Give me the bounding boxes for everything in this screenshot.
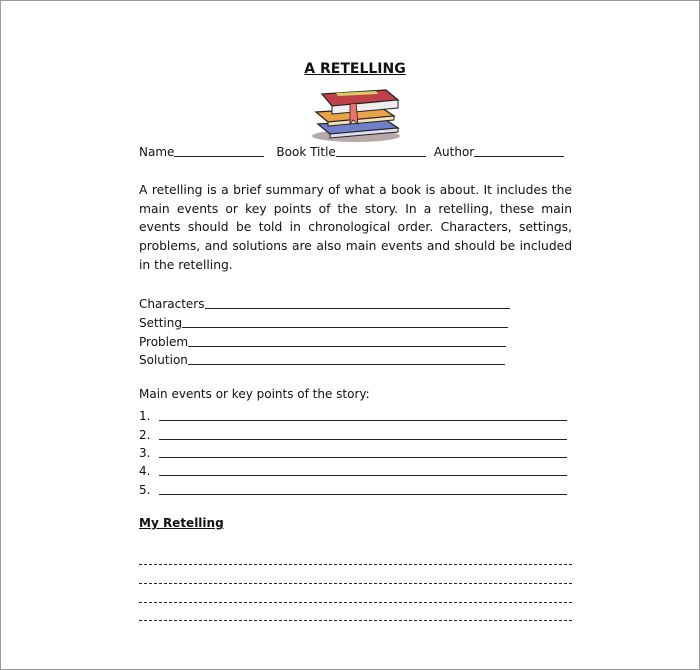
- event-field[interactable]: [159, 456, 567, 458]
- name-label: Name: [139, 145, 175, 159]
- author-label: Author: [433, 145, 475, 159]
- event-field[interactable]: [159, 419, 567, 421]
- characters-row: [139, 293, 510, 311]
- characters-label: Characters: [139, 297, 205, 311]
- header-fields: [139, 145, 564, 159]
- setting-field[interactable]: [182, 326, 508, 328]
- retelling-heading: My Retelling: [139, 516, 224, 530]
- event-number: 3.: [139, 446, 151, 460]
- problem-row: [139, 331, 506, 349]
- book-title-field[interactable]: [336, 155, 426, 157]
- book-title-label: Book Title: [276, 145, 336, 159]
- event-number: 5.: [139, 483, 151, 497]
- retelling-line[interactable]: [139, 564, 572, 565]
- page-title: A RETELLING: [304, 61, 406, 77]
- event-field[interactable]: [159, 493, 567, 495]
- events-heading: Main events or key points of the story:: [139, 387, 370, 401]
- event-number: 2.: [139, 428, 151, 442]
- name-field[interactable]: [174, 155, 264, 157]
- setting-label: Setting: [139, 316, 182, 330]
- intro-paragraph: A retelling is a brief summary of what a book is about. It includes the main events or key points of the story. In a retelling, these main events should be told in chronological order. Characters, settings, problems, and solutions are also main events and should be included in the retelling.: [139, 183, 572, 272]
- author-field[interactable]: [474, 155, 564, 157]
- problem-label: Problem: [139, 335, 189, 349]
- retelling-line[interactable]: [139, 602, 572, 603]
- retelling-line[interactable]: [139, 620, 572, 621]
- characters-field[interactable]: [205, 307, 510, 309]
- retelling-line[interactable]: [139, 583, 572, 584]
- event-number: 4.: [139, 464, 151, 478]
- setting-row: [139, 312, 508, 330]
- problem-field[interactable]: [188, 345, 506, 347]
- solution-field[interactable]: [188, 363, 505, 365]
- event-number: 1.: [139, 409, 151, 423]
- event-field[interactable]: [159, 438, 567, 440]
- books-illustration: [306, 84, 404, 142]
- solution-label: Solution: [139, 353, 188, 367]
- solution-row: [139, 349, 505, 367]
- event-field[interactable]: [159, 474, 567, 476]
